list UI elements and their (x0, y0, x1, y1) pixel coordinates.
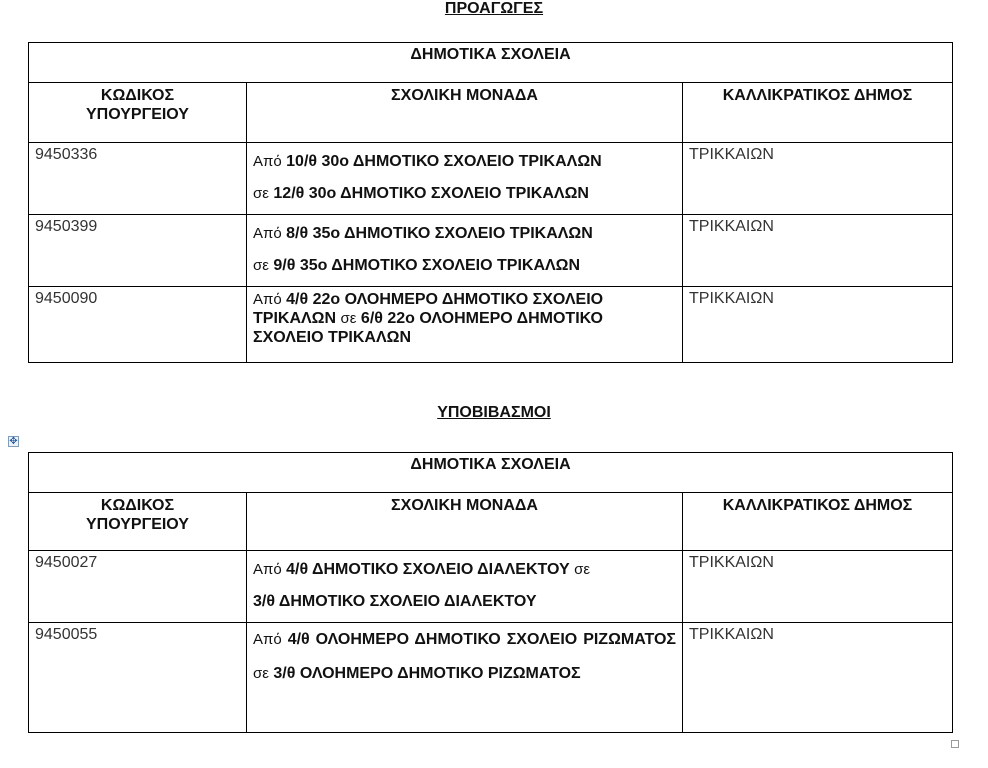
row-unit: Από 4/θ ΟΛΟΗΜΕΡΟ ΔΗΜΟΤΙΚΟ ΣΧΟΛΕΙΟ ΡΙΖΩΜΑΤΟΣ σε 3/θ ΟΛΟΗΜΕΡΟ ΔΗΜΟΤΙΚΟ ΡΙΖΩΜΑΤΟΣ (247, 623, 683, 733)
header-unit: ΣΧΟΛΙΚΗ ΜΟΝΑΔΑ (247, 83, 683, 143)
group-header: ΔΗΜΟΤΙΚΑ ΣΧΟΛΕΙΑ (29, 453, 953, 493)
group-header: ΔΗΜΟΤΙΚΑ ΣΧΟΛΕΙΑ (29, 43, 953, 83)
header-code (29, 493, 247, 551)
header-code-line1: ΚΩΔΙΚΟΣ (100, 87, 175, 104)
header-code-line2: ΥΠΟΥΡΓΕΙΟΥ (86, 516, 189, 533)
row-municipality: ΤΡΙΚΚΑΙΩΝ (683, 215, 953, 287)
header-unit: ΣΧΟΛΙΚΗ ΜΟΝΑΔΑ (247, 493, 683, 551)
row-unit: Από 4/θ ΔΗΜΟΤΙΚΟ ΣΧΟΛΕΙΟ ΔΙΑΛΕΚΤΟΥ σε 3/θ ΔΗΜΟΤΙΚΟ ΣΧΟΛΕΙΟ ΔΙΑΛΕΚΤΟΥ (247, 551, 683, 623)
table-group-row (29, 453, 953, 493)
row-unit: Από 4/θ 22ο ΟΛΟΗΜΕΡΟ ΔΗΜΟΤΙΚΟ ΣΧΟΛΕΙΟ ΤΡΙΚΑΛΩΝ σε 6/θ 22ο ΟΛΟΗΜΕΡΟ ΔΗΜΟΤΙΚΟ ΣΧΟΛΕΙΟ ΤΡΙΚΑΛΩΝ (247, 287, 683, 363)
row-code: 9450027 (29, 551, 247, 623)
row-code: 9450336 (29, 143, 247, 215)
row-unit: Από 8/θ 35ο ΔΗΜΟΤΙΚΟ ΣΧΟΛΕΙΟ ΤΡΙΚΑΛΩΝ σε 9/θ 35ο ΔΗΜΟΤΙΚΟ ΣΧΟΛΕΙΟ ΤΡΙΚΑΛΩΝ (247, 215, 683, 287)
row-code: 9450055 (29, 623, 247, 733)
header-code-line2: ΥΠΟΥΡΓΕΙΟΥ (86, 106, 189, 123)
header-code (29, 83, 247, 143)
row-municipality: ΤΡΙΚΚΑΙΩΝ (683, 287, 953, 363)
header-municipality: ΚΑΛΛΙΚΡΑΤΙΚΟΣ ΔΗΜΟΣ (683, 493, 953, 551)
row-code: 9450090 (29, 287, 247, 363)
row-municipality: ΤΡΙΚΚΑΙΩΝ (683, 143, 953, 215)
table-row (29, 215, 953, 287)
table-row (29, 287, 953, 363)
table-row (29, 623, 953, 733)
row-municipality: ΤΡΙΚΚΑΙΩΝ (683, 623, 953, 733)
table-resize-handle-icon[interactable] (951, 740, 959, 748)
header-code-line1: ΚΩΔΙΚΟΣ (100, 497, 175, 514)
table-row (29, 551, 953, 623)
row-code: 9450399 (29, 215, 247, 287)
promotions-title: ΠΡΟΑΓΩΓΕΣ (444, 0, 544, 17)
demotions-title: ΥΠΟΒΙΒΑΣΜΟΙ (437, 404, 551, 421)
header-municipality: ΚΑΛΛΙΚΡΑΤΙΚΟΣ ΔΗΜΟΣ (683, 83, 953, 143)
table-header-row (29, 493, 953, 551)
table-move-handle-icon[interactable]: ✥ (9, 436, 18, 447)
row-municipality: ΤΡΙΚΚΑΙΩΝ (683, 551, 953, 623)
table-row (29, 143, 953, 215)
table-header-row (29, 83, 953, 143)
demotions-table (28, 452, 953, 733)
table-group-row (29, 43, 953, 83)
row-unit: Από 10/θ 30ο ΔΗΜΟΤΙΚΟ ΣΧΟΛΕΙΟ ΤΡΙΚΑΛΩΝ σε 12/θ 30ο ΔΗΜΟΤΙΚΟ ΣΧΟΛΕΙΟ ΤΡΙΚΑΛΩΝ (247, 143, 683, 215)
promotions-table (28, 42, 953, 363)
